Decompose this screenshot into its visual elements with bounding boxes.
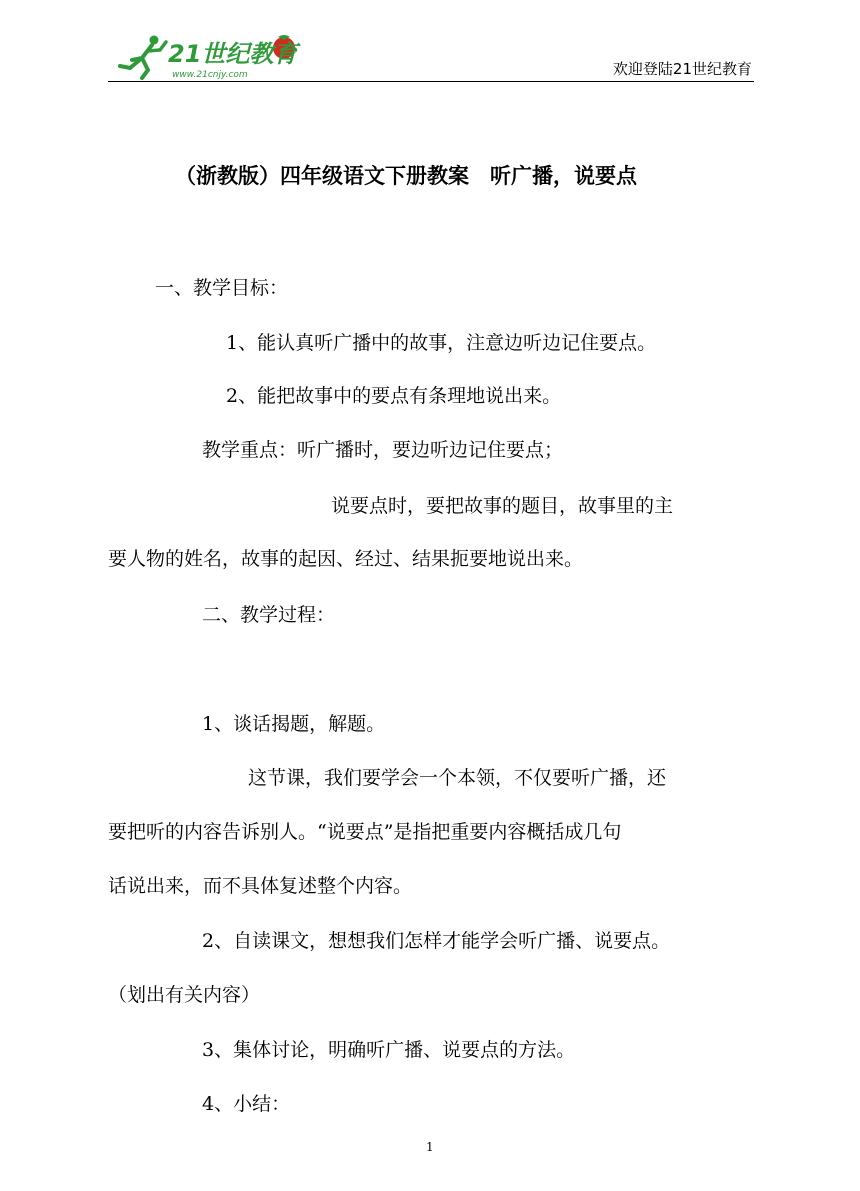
objective-1: 1、能认真听广播中的故事，注意边听边记住要点。	[226, 332, 657, 354]
step-1-paragraph-line-2: 要把听的内容告诉别人。“说要点”是指把重要内容概括成几句	[108, 821, 622, 843]
header-divider	[108, 81, 754, 82]
key-points-line-2: 说要点时，要把故事的题目，故事里的主	[331, 495, 674, 517]
section-heading-objectives: 一、教学目标：	[155, 277, 289, 299]
section-heading-process: 二、教学过程：	[202, 604, 336, 626]
step-4: 4、小结：	[202, 1093, 291, 1115]
logo-text: 21世纪教育	[168, 40, 298, 68]
logo-url: www.21cnjy.com	[172, 70, 248, 80]
header-site-text: 欢迎登陆21世纪教育	[612, 60, 752, 78]
document-title: （浙教版）四年级语文下册教案 听广播，说要点	[175, 164, 637, 188]
key-points-line-3: 要人物的姓名，故事的起因、经过、结果扼要地说出来。	[108, 548, 584, 570]
step-2-note: （划出有关内容）	[108, 984, 261, 1006]
step-1: 1、谈话揭题，解题。	[202, 713, 386, 735]
step-3: 3、集体讨论，明确听广播、说要点的方法。	[202, 1039, 576, 1061]
page-header	[108, 28, 754, 82]
objective-2: 2、能把故事中的要点有条理地说出来。	[226, 385, 562, 407]
site-logo	[108, 28, 308, 82]
step-2: 2、自读课文，想想我们怎样才能学会听广播、说要点。	[202, 930, 671, 952]
step-1-paragraph-line-3: 话说出来，而不具体复述整个内容。	[108, 875, 413, 897]
runner-icon	[120, 36, 166, 79]
key-points-line-1: 教学重点：听广播时，要边听边记住要点；	[202, 439, 564, 461]
page-number: 1	[426, 1140, 434, 1154]
step-1-paragraph-line-1: 这节课，我们要学会一个本领，不仅要听广播，还	[248, 767, 667, 789]
